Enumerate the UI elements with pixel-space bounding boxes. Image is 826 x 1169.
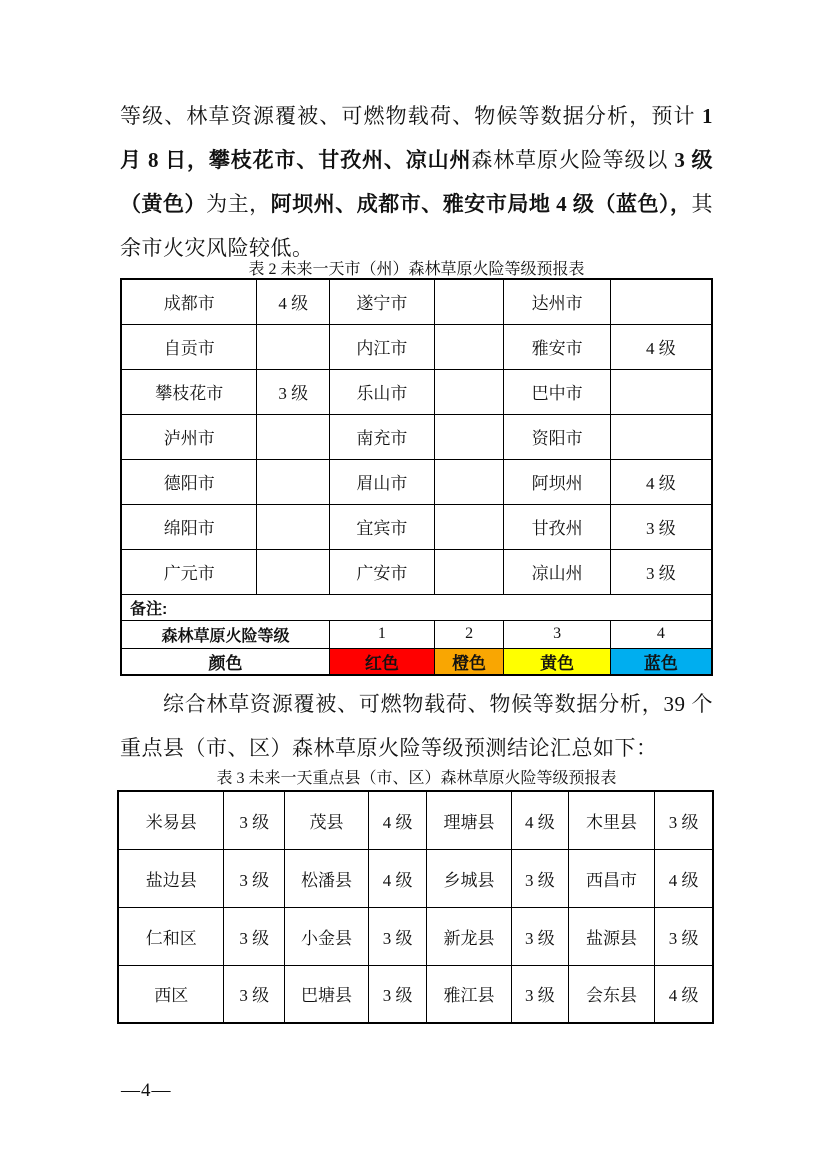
table-row xyxy=(121,459,712,504)
risk-level-cell: 4 级 xyxy=(368,849,426,907)
risk-level-cell: 3 级 xyxy=(655,907,713,965)
paragraph-city-forecast-summary xyxy=(120,94,713,270)
county-name-cell: 乡城县 xyxy=(427,849,511,907)
risk-level-cell: 3 级 xyxy=(224,907,285,965)
table3-caption: 表 3 未来一天重点县（市、区）森林草原火险等级预报表 xyxy=(216,770,617,787)
risk-level-cell xyxy=(257,549,330,594)
region-name-cell: 南充市 xyxy=(330,414,435,459)
county-name-cell: 仁和区 xyxy=(118,907,224,965)
county-name-cell: 巴塘县 xyxy=(285,965,369,1023)
table-row xyxy=(121,279,712,324)
color-legend-label: 颜色 xyxy=(121,648,330,675)
table-row xyxy=(118,849,713,907)
table-row xyxy=(121,549,712,594)
color-swatch-cell: 黄色 xyxy=(504,648,610,675)
county-name-cell: 盐边县 xyxy=(118,849,224,907)
risk-level-cell: 3 级 xyxy=(257,369,330,414)
county-name-cell: 理塘县 xyxy=(427,791,511,849)
risk-level-cell xyxy=(610,414,712,459)
note-row xyxy=(121,594,712,620)
risk-level-cell: 3 级 xyxy=(224,965,285,1023)
county-name-cell: 新龙县 xyxy=(427,907,511,965)
region-name-cell: 广安市 xyxy=(330,549,435,594)
table-row xyxy=(121,414,712,459)
county-name-cell: 盐源县 xyxy=(568,907,654,965)
county-name-cell: 米易县 xyxy=(118,791,224,849)
county-name-cell: 西昌市 xyxy=(568,849,654,907)
table-row xyxy=(121,324,712,369)
risk-level-number-cell: 2 xyxy=(434,620,504,648)
region-name-cell: 凉山州 xyxy=(504,549,610,594)
region-name-cell: 内江市 xyxy=(330,324,435,369)
risk-level-cell xyxy=(610,279,712,324)
risk-level-cell: 4 级 xyxy=(511,791,568,849)
risk-level-cell xyxy=(434,279,504,324)
region-name-cell: 乐山市 xyxy=(330,369,435,414)
risk-level-cell: 3 级 xyxy=(511,907,568,965)
bold-text-segment: 1 月 8 日，攀枝花市、甘孜州、凉山州 xyxy=(120,104,713,172)
region-name-cell: 自贡市 xyxy=(121,324,257,369)
county-name-cell: 会东县 xyxy=(568,965,654,1023)
risk-level-cell xyxy=(434,504,504,549)
bold-text-segment: 3 级（黄色） xyxy=(120,148,713,216)
risk-level-legend-label: 森林草原火险等级 xyxy=(121,620,330,648)
text-segment: 为主， xyxy=(206,192,271,216)
risk-level-cell: 4 级 xyxy=(257,279,330,324)
risk-level-cell: 3 级 xyxy=(511,849,568,907)
table-row xyxy=(118,791,713,849)
region-name-cell: 眉山市 xyxy=(330,459,435,504)
risk-level-cell xyxy=(434,549,504,594)
county-name-cell: 茂县 xyxy=(285,791,369,849)
risk-level-number-cell: 4 xyxy=(610,620,712,648)
risk-level-cell xyxy=(434,459,504,504)
note-label: 备注: xyxy=(121,594,712,620)
county-name-cell: 木里县 xyxy=(568,791,654,849)
region-name-cell: 广元市 xyxy=(121,549,257,594)
region-name-cell: 德阳市 xyxy=(121,459,257,504)
risk-level-cell: 3 级 xyxy=(610,549,712,594)
risk-level-cell: 3 级 xyxy=(511,965,568,1023)
color-swatch-cell: 红色 xyxy=(330,648,435,675)
region-name-cell: 甘孜州 xyxy=(504,504,610,549)
region-name-cell: 宜宾市 xyxy=(330,504,435,549)
risk-level-cell xyxy=(257,504,330,549)
risk-level-cell: 3 级 xyxy=(655,791,713,849)
risk-level-cell xyxy=(257,414,330,459)
risk-level-cell xyxy=(434,369,504,414)
bold-text-segment: 阿坝州、成都市、雅安市局地 4 级（蓝色）， xyxy=(270,192,692,216)
region-name-cell: 成都市 xyxy=(121,279,257,324)
risk-level-cell: 4 级 xyxy=(368,791,426,849)
table2-caption: 表 2 未来一天市（州）森林草原火险等级预报表 xyxy=(248,261,585,278)
table-row xyxy=(121,369,712,414)
risk-level-number-cell: 1 xyxy=(330,620,435,648)
risk-level-cell xyxy=(610,369,712,414)
risk-level-cell: 3 级 xyxy=(610,504,712,549)
region-name-cell: 巴中市 xyxy=(504,369,610,414)
risk-level-cell xyxy=(257,459,330,504)
text-segment: 其余市火灾风险较低。 xyxy=(120,192,714,260)
risk-level-cell xyxy=(434,414,504,459)
region-name-cell: 雅安市 xyxy=(504,324,610,369)
color-swatch-cell: 橙色 xyxy=(434,648,504,675)
risk-level-cell xyxy=(257,324,330,369)
county-name-cell: 雅江县 xyxy=(427,965,511,1023)
risk-level-cell xyxy=(434,324,504,369)
risk-level-cell: 3 级 xyxy=(224,849,285,907)
table-row xyxy=(118,965,713,1023)
risk-level-legend-row xyxy=(121,620,712,648)
county-name-cell: 小金县 xyxy=(285,907,369,965)
table-row xyxy=(118,907,713,965)
county-name-cell: 西区 xyxy=(118,965,224,1023)
risk-level-cell: 4 级 xyxy=(610,324,712,369)
region-name-cell: 达州市 xyxy=(504,279,610,324)
risk-level-cell: 4 级 xyxy=(610,459,712,504)
risk-level-cell: 3 级 xyxy=(368,965,426,1023)
region-name-cell: 资阳市 xyxy=(504,414,610,459)
risk-level-cell: 3 级 xyxy=(368,907,426,965)
text-segment: 森林草原火险等级以 xyxy=(471,148,675,172)
region-name-cell: 绵阳市 xyxy=(121,504,257,549)
risk-level-cell: 4 级 xyxy=(655,849,713,907)
risk-level-cell: 3 级 xyxy=(224,791,285,849)
text-segment: 等级、林草资源覆被、可燃物载荷、物候等数据分析，预计 xyxy=(120,104,702,128)
table-county-fire-risk xyxy=(117,790,714,1024)
paragraph-county-forecast-summary: 综合林草资源覆被、可燃物载荷、物候等数据分析，39 个重点县（市、区）森林草原火险等级预测结论汇总如下： xyxy=(120,692,713,760)
color-swatch-cell: 蓝色 xyxy=(610,648,712,675)
county-name-cell: 松潘县 xyxy=(285,849,369,907)
page-number: —4— xyxy=(121,1080,172,1101)
region-name-cell: 遂宁市 xyxy=(330,279,435,324)
risk-level-number-cell: 3 xyxy=(504,620,610,648)
region-name-cell: 攀枝花市 xyxy=(121,369,257,414)
color-legend-row xyxy=(121,648,712,675)
region-name-cell: 阿坝州 xyxy=(504,459,610,504)
table-city-fire-risk xyxy=(120,278,713,676)
region-name-cell: 泸州市 xyxy=(121,414,257,459)
risk-level-cell: 4 级 xyxy=(655,965,713,1023)
table-row xyxy=(121,504,712,549)
